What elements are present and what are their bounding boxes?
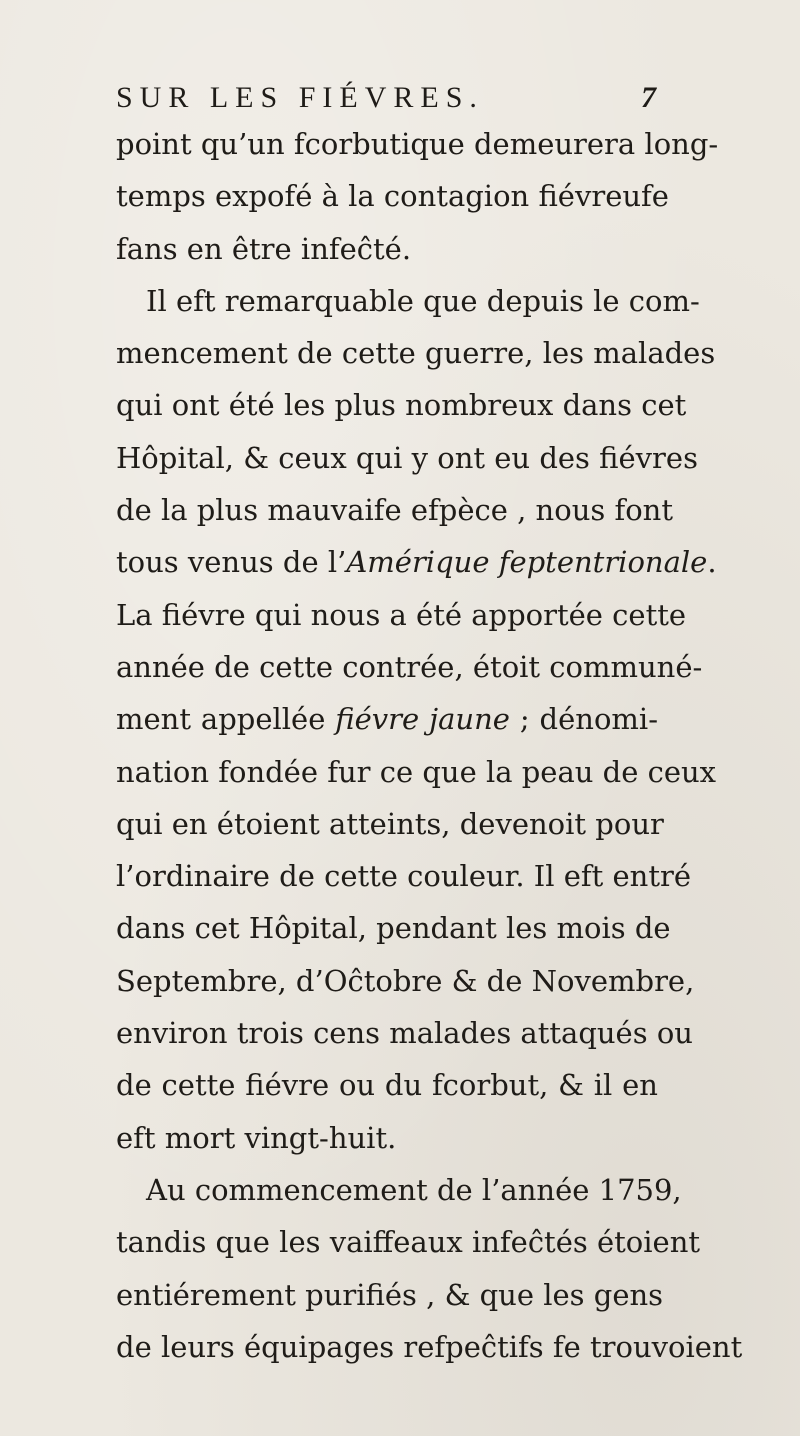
text-line: point qu’un fcorbutique demeurera long- xyxy=(116,127,719,161)
text-segment: . xyxy=(707,545,717,580)
text-line: dans cet Hôpital, pendant les mois de xyxy=(116,911,671,946)
text-line: qui en étoient atteints, devenoit pour xyxy=(116,806,664,841)
text-line: de leurs équipages refpeĉtifs fe trouvoient xyxy=(116,1329,743,1364)
text-line: environ trois cens malades attaqués ou xyxy=(116,1016,693,1051)
paragraph-start-line: Au commencement de l’année 1759, xyxy=(146,1172,682,1207)
italic-text: Amérique feptentrionale xyxy=(346,545,708,580)
body-text xyxy=(116,118,743,1373)
text-line: Septembre, d’Oĉtobre & de Novembre, xyxy=(116,963,695,998)
text-line: année de cette contrée, étoit communé- xyxy=(116,649,703,684)
text-line: qui ont été les plus nombreux dans cet xyxy=(116,388,687,423)
text-line: de cette fiévre ou du fcorbut, & il en xyxy=(116,1068,658,1103)
text-line: La fiévre qui nous a été apportée cette xyxy=(116,597,687,632)
text-line: fans en être infeĉté. xyxy=(116,231,412,266)
text-segment: ; dénomi- xyxy=(509,702,658,737)
text-line: de la plus mauvaife efpèce , nous font xyxy=(116,493,673,528)
text-line: temps expofé à la contagion fiévreufe xyxy=(116,179,669,214)
text-segment: ment appellée xyxy=(116,702,336,737)
text-segment: tous venus de l’ xyxy=(116,545,347,580)
text-line-with-italic xyxy=(116,536,717,588)
text-line: l’ordinaire de cette couleur. Il eft entré xyxy=(116,859,692,894)
paragraph-start-line: Il eft remarquable que depuis le com- xyxy=(146,283,700,318)
page-number: 7 xyxy=(641,81,656,114)
running-head-title: SUR LES FIÉVRES. xyxy=(116,81,484,114)
text-line: eft mort vingt-huit. xyxy=(116,1120,397,1155)
text-line-with-italic xyxy=(116,693,658,745)
text-line: mencement de cette guerre, les malades xyxy=(116,336,716,371)
running-head xyxy=(116,78,656,118)
text-line: entiérement purifiés , & que les gens xyxy=(116,1277,664,1312)
text-line: nation fondée fur ce que la peau de ceux xyxy=(116,754,717,789)
text-line: Hôpital, & ceux qui y ont eu des fiévres xyxy=(116,440,698,475)
italic-text: fiévre jaune xyxy=(335,702,510,737)
text-line: tandis que les vaiffeaux infeĉtés étoient xyxy=(116,1225,701,1260)
